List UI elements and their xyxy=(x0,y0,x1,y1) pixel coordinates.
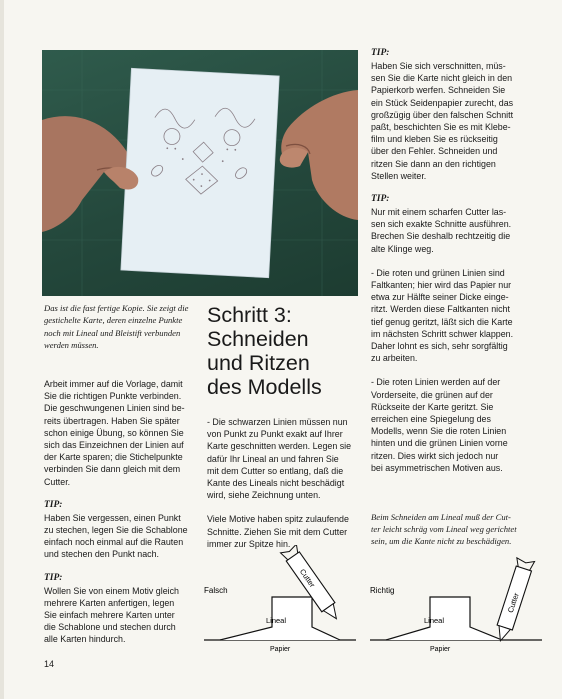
text-line: zu stechen, legen Sie die Schablone xyxy=(44,525,188,536)
heading-line: und Ritzen xyxy=(207,351,310,375)
heading-line: Schneiden xyxy=(207,327,309,351)
text-line: Vorderseite, die grünen auf der xyxy=(371,389,493,400)
diagram-falsch xyxy=(200,545,360,655)
text-line: bei asymmetrischen Motiven aus. xyxy=(371,462,503,473)
text-line: - Die roten Linien werden auf der xyxy=(371,377,501,388)
tip-text xyxy=(371,60,541,182)
text-line: der Karte sparen; die Stichelpunkte xyxy=(44,452,183,463)
text-line: Nur mit einem scharfen Cutter las- xyxy=(371,207,507,218)
text-line: ein Stück Seidenpapier zurecht, das xyxy=(371,97,514,108)
right-paragraph xyxy=(371,376,541,474)
section-heading xyxy=(207,303,377,399)
papier-label: Papier xyxy=(430,646,451,653)
tip-label: TIP: xyxy=(44,499,63,510)
text-line: Schnitte. Ziehen Sie mit dem Cutter xyxy=(207,526,348,537)
text-line: ritzen. Dies wirkt sich jedoch nur xyxy=(371,450,499,461)
text-line: über den Fehler. Schneiden und xyxy=(371,146,498,157)
diagram-label: Falsch xyxy=(204,586,228,595)
middle-paragraph xyxy=(207,416,367,501)
page-edge xyxy=(0,0,4,699)
page-number: 14 xyxy=(44,659,55,669)
diagram-caption xyxy=(371,511,546,548)
tip-text xyxy=(371,206,541,255)
right-column xyxy=(371,48,541,486)
text-line: Rückseite der Karte geritzt. Sie xyxy=(371,401,494,412)
tip-label: TIP: xyxy=(371,194,390,205)
text-line: Karte geschnitten werden. Legen sie xyxy=(207,441,352,452)
caption-line: noch mit Lineal und Bleistift verbunden xyxy=(44,327,181,338)
text-line: Wollen Sie von einem Motiv gleich xyxy=(44,585,179,596)
text-line: ritzen Sie dann an den richtigen xyxy=(371,158,496,169)
text-line: Sie die richtigen Punkte verbinden. xyxy=(44,391,182,402)
text-line: immer zur Spitze hin. xyxy=(207,538,291,549)
text-line: film und kleben Sie es rückseitig xyxy=(371,134,498,145)
tip-label: TIP: xyxy=(44,572,63,583)
text-line: wird, siehe Zeichnung unten. xyxy=(207,490,321,501)
diagram-label: Richtig xyxy=(370,586,395,595)
diagram-richtig xyxy=(366,545,546,655)
text-line: Kante des Lineals nicht beschädigt xyxy=(207,478,345,489)
text-line: verbinden Sie dann gleich mit dem xyxy=(44,464,181,475)
text-line: von Punkt zu Punkt exakt auf Ihrer xyxy=(207,429,343,440)
text-line: und stechen den Punkt nach. xyxy=(44,549,159,560)
right-paragraph xyxy=(371,267,541,365)
text-line: Haben Sie vergessen, einen Punkt xyxy=(44,512,181,523)
text-line: Stellen weiter. xyxy=(371,170,427,181)
text-line: Haben Sie sich verschnitten, müs- xyxy=(371,61,506,71)
text-line: großzügig über den falschen Schnitt xyxy=(371,109,514,120)
text-line: - Die schwarzen Linien müssen nun xyxy=(207,417,348,427)
text-line: sen Sie die Karte nicht gleich in den xyxy=(371,73,513,84)
text-line: die Schablone und stechen durch xyxy=(44,622,176,633)
text-line: Daher lohnt es sich, sehr sorgfältig xyxy=(371,341,508,352)
caption-line: gestichelte Karte, deren einzelne Punkte xyxy=(44,315,183,326)
text-line: mehrere Karten anfertigen, legen xyxy=(44,597,175,608)
text-line: Modells, wenn Sie die roten Linien xyxy=(371,426,507,437)
text-line: alle Karten hindurch. xyxy=(44,634,126,645)
heading-line: des Modells xyxy=(207,375,322,399)
lineal-label: Lineal xyxy=(266,616,287,625)
heading-line: Schritt 3: xyxy=(207,303,292,327)
text-line: Arbeit immer auf die Vorlage, damit xyxy=(44,379,183,389)
middle-column xyxy=(207,416,367,562)
tip-label: TIP: xyxy=(371,48,390,58)
lineal-label: Lineal xyxy=(424,616,445,625)
text-line: Die geschwungenen Linien sind be- xyxy=(44,403,185,414)
text-line: im nächsten Schritt schwer klappen. xyxy=(371,328,514,339)
left-paragraph xyxy=(44,378,204,488)
text-line: paßt, beschichten Sie es mit Klebe- xyxy=(371,122,511,133)
papier-label: Papier xyxy=(270,646,291,653)
text-line: Viele Motive haben spitz zulaufende xyxy=(207,514,349,525)
text-line: Beim Schneiden am Lineal muß der Cut- xyxy=(371,512,511,522)
text-line: Papierkorb werfen. Schneiden Sie xyxy=(371,85,506,96)
text-line: einfach noch einmal auf die Rauten xyxy=(44,537,184,548)
cutter-label: Cutter xyxy=(505,591,521,614)
text-line: ter leicht schräg vom Lineal weg gerichtet xyxy=(371,524,517,535)
text-line: sich das Einzeichnen der Linien auf xyxy=(44,440,184,451)
tip-text xyxy=(44,585,204,646)
text-line: dafür Ihr Lineal an und fahren Sie xyxy=(207,453,339,464)
pricked-card xyxy=(121,68,279,277)
text-line: Sie einfach mehrere Karten unter xyxy=(44,610,175,621)
text-line: hinten und die grünen Linien vorne xyxy=(371,438,508,449)
text-line: alte Klinge weg. xyxy=(371,243,434,254)
cutter-label: Cutter xyxy=(297,567,317,590)
text-line: tief genug geritzt, läßt sich die Karte xyxy=(371,316,513,327)
photo-caption xyxy=(44,302,200,352)
text-line: sein, um die Kante nicht zu beschädigen. xyxy=(371,536,512,547)
text-line: mit dem Cutter so entlang, daß die xyxy=(207,465,344,476)
cutter-tool xyxy=(491,556,535,643)
text-line: zu arbeiten. xyxy=(371,353,418,364)
text-line: schon einige Übung, so können Sie xyxy=(44,427,184,438)
text-line: Cutter. xyxy=(44,476,71,487)
left-column xyxy=(44,378,204,658)
caption-line: Das ist die fast fertige Kopie. Sie zeigt die xyxy=(44,303,189,313)
text-line: Faltkanten; hier wird das Papier nur xyxy=(371,280,512,291)
text-line: reits übertragen. Haben Sie später xyxy=(44,415,180,426)
tip-text xyxy=(44,512,204,561)
text-line: - Die roten und grünen Linien sind xyxy=(371,267,505,278)
photo-hands-holding-card xyxy=(42,50,358,296)
text-line: Brechen Sie deshalb rechtzeitig die xyxy=(371,231,511,242)
text-line: etwa zur Hälfte seiner Dicke einge- xyxy=(371,292,509,303)
text-line: ritzt. Werden diese Faltkanten nicht xyxy=(371,304,510,315)
photo-illustration xyxy=(42,50,358,296)
text-line: sen sich exakte Schnitte ausführen. xyxy=(371,219,512,230)
text-line: erreichen eine Spiegelung des xyxy=(371,414,491,425)
caption-line: werden müssen. xyxy=(44,340,99,351)
